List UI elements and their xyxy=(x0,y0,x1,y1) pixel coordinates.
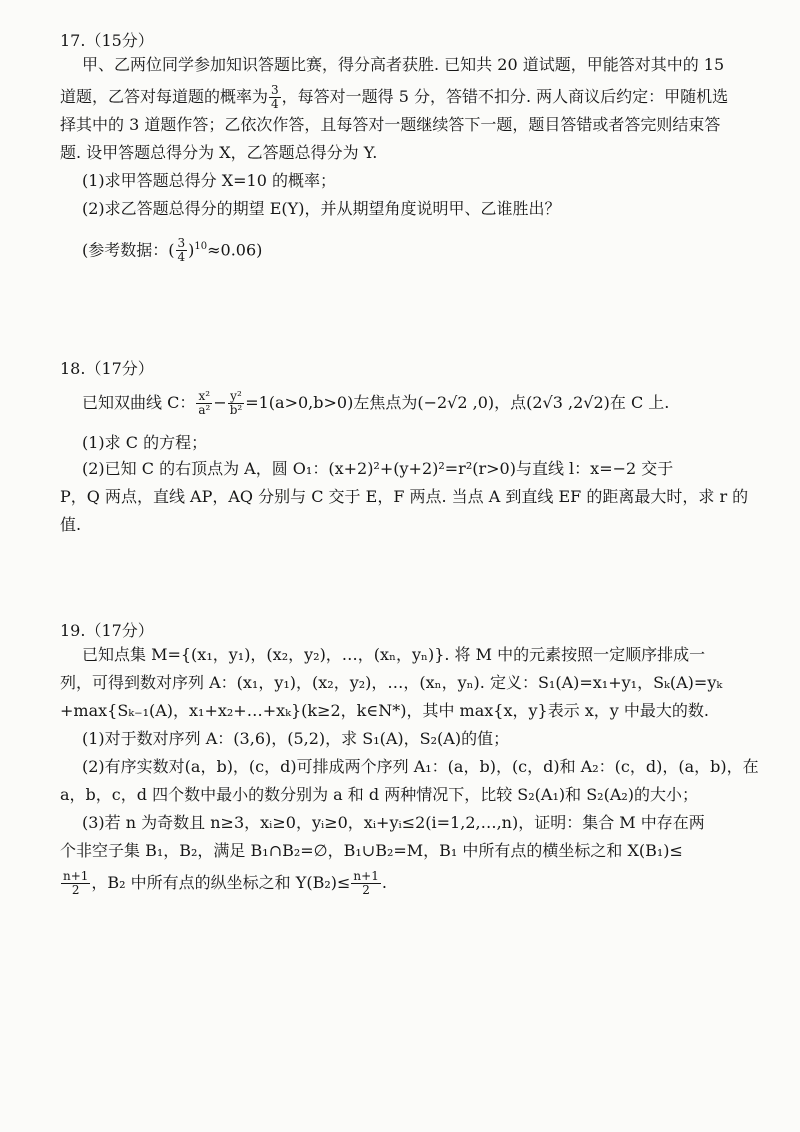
q19-part2-line2: a，b，c，d 四个数中最小的数分别为 a 和 d 两种情况下，比较 S₂(A₁)和 S₂(A₂)的大小； xyxy=(60,785,699,804)
fraction-x2-a2: $\frac{\text{x²}}{\text{a²}}$ xyxy=(198,389,211,417)
q19-part2-line1: (2)有序实数对(a，b)，(c，d)可排成两个序列 A₁：(a，b)，(c，d)和 A₂：(c，d)，(a，b)，在 xyxy=(82,757,759,776)
q19-line2: 列，可得到数对序列 A：(x₁，y₁)，(x₂，y₂)，…，(xₙ，yₙ). 定义：S₁(A)=x₁+y₁，Sₖ(A)=yₖ xyxy=(60,673,723,692)
q17-line4: 题. 设甲答题总得分为 X，乙答题总得分为 Y. xyxy=(60,143,378,162)
q19-part3-line1: (3)若 n 为奇数且 n≥3，xᵢ≥0，yᵢ≥0，xᵢ+yᵢ≤2(i=1,2,…,n)，证明：集合 M 中存在两 xyxy=(82,813,705,832)
q17-header: 17.（15分） xyxy=(60,31,154,50)
q17-line3: 择其中的 3 道题作答；乙依次作答，且每答对一题继续答下一题，题目答错或者答完则结束答 xyxy=(60,115,721,134)
q17-reference-data: (参考数据：( $\frac{3}{4}$ )$^{10}$≈0.06) xyxy=(82,236,263,265)
q18-part2-line1: (2)已知 C 的右顶点为 A，圆 O₁：(x+2)²+(y+2)²=r²(r>0)与直线 l：x=−2 交于 xyxy=(82,459,674,478)
q18-part1: (1)求 C 的方程； xyxy=(82,433,208,452)
q17-line1: 甲、乙两位同学参加知识答题比赛，得分高者获胜. 已知共 20 道试题，甲能答对其中的 15 xyxy=(82,55,725,74)
q19-line1: 已知点集 M={(x₁，y₁)，(x₂，y₂)，…，(xₙ，yₙ)}. 将 M 中的元素按照一定顺序排成一 xyxy=(82,645,706,664)
fraction-reference: $\frac{3}{4}$ xyxy=(177,236,186,265)
fraction-n-plus-1-over-2: $\frac{n+1}{2}$ xyxy=(63,869,89,897)
q17-part1: (1)求甲答题总得分 X=10 的概率； xyxy=(82,171,336,190)
q19-part1: (1)对于数对序列 A：(3,6)，(5,2)，求 S₁(A)，S₂(A)的值； xyxy=(82,729,510,748)
q18-part2-line3: 值. xyxy=(60,515,82,534)
q18-part2-line2: P，Q 两点，直线 AP，AQ 分别与 C 交于 E，F 两点. 当点 A 到直线 EF 的距离最大时，求 r 的 xyxy=(60,487,749,506)
fraction-y2-b2: $\frac{\text{y²}}{\text{b²}}$ xyxy=(229,389,243,417)
fraction-n-plus-1-over-2-b: $\frac{n+1}{2}$ xyxy=(353,869,379,897)
q18-line1: 已知双曲线 C： $\frac{\text{x²}}{\text{a²}}$ − $\frac{\text{y²}}{\text{b²}}$ =1(a>0,b>0)左焦点为(−2√2 ,0)，点(2√3 ,2√2)在 C 上. xyxy=(82,389,670,417)
q18-header: 18.（17分） xyxy=(60,359,154,378)
fraction-three-quarters: $\frac{3}{4}$ xyxy=(271,83,279,111)
q19-header: 19.（17分） xyxy=(60,621,154,640)
q19-line3: +max{Sₖ₋₁(A)，x₁+x₂+…+xₖ}(k≥2，k∈N*)，其中 max{x，y}表示 x，y 中最大的数. xyxy=(60,701,710,720)
q19-part3-line2: 个非空子集 B₁，B₂，满足 B₁∩B₂=∅，B₁∪B₂=M，B₁ 中所有点的横坐标之和 X(B₁)≤ xyxy=(60,841,683,860)
q17-part2: (2)求乙答题总得分的期望 E(Y)，并从期望角度说明甲、乙谁胜出？ xyxy=(82,199,561,218)
q17-line2: 道题，乙答对每道题的概率为 $\frac{3}{4}$ ，每答对一题得 5 分，答错不扣分. 两人商议后约定：甲随机选 xyxy=(60,83,729,111)
q19-part3-line3: $\frac{n+1}{2}$ ，B₂ 中所有点的纵坐标之和 Y(B₂)≤ $\frac{n+1}{2}$ . xyxy=(63,869,387,897)
